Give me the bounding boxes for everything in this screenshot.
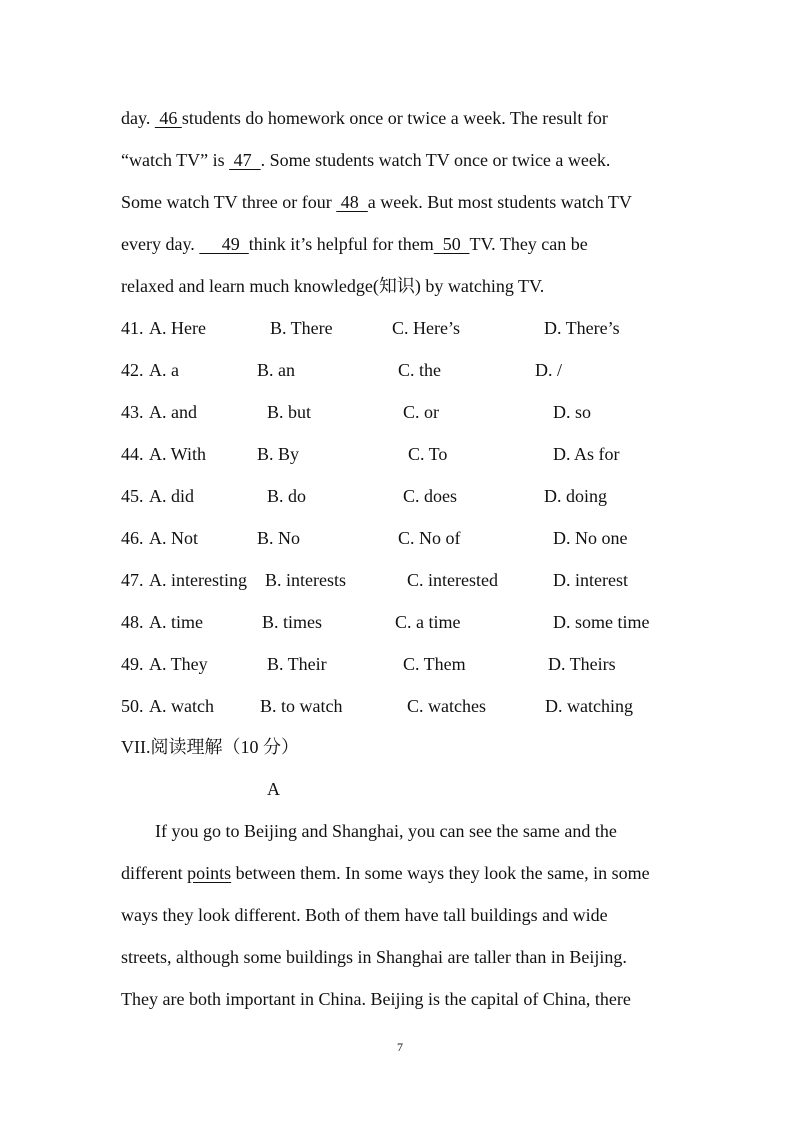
blank-47: 47 bbox=[229, 150, 261, 170]
passage-label: A bbox=[267, 779, 280, 799]
option-a: A. time bbox=[149, 612, 203, 632]
question-number: 41. bbox=[121, 318, 144, 338]
option-b: B. There bbox=[270, 318, 333, 338]
section-heading: VII.阅读理解（10 分） bbox=[121, 737, 299, 757]
question-number: 46. bbox=[121, 528, 144, 548]
text: “watch TV” is bbox=[121, 150, 230, 170]
question-row bbox=[121, 695, 721, 717]
option-b: B. but bbox=[267, 402, 312, 422]
option-b: B. No bbox=[257, 528, 301, 548]
option-b: B. interests bbox=[265, 570, 346, 590]
option-b: B. an bbox=[257, 360, 295, 380]
option-a: A. Not bbox=[149, 528, 198, 548]
option-a: A. watch bbox=[149, 696, 214, 716]
passage-line-1: If you go to Beijing and Shanghai, you can see the same and the bbox=[155, 821, 617, 841]
passage-line-2 bbox=[121, 862, 650, 884]
option-c: C. Them bbox=[403, 654, 466, 674]
text: different bbox=[121, 863, 188, 883]
option-b: B. do bbox=[267, 486, 307, 506]
question-row bbox=[121, 317, 721, 339]
option-b: B. By bbox=[257, 444, 300, 464]
option-d: D. There’s bbox=[544, 318, 620, 338]
option-a: A. and bbox=[149, 402, 197, 422]
option-a: A. With bbox=[149, 444, 206, 464]
text: TV. They can be bbox=[469, 234, 588, 254]
passage-line-3: ways they look different. Both of them have tall buildings and wide bbox=[121, 905, 608, 925]
option-a: A. interesting bbox=[149, 570, 247, 590]
option-d: D. doing bbox=[544, 486, 607, 506]
question-row bbox=[121, 401, 721, 423]
text: Some watch TV three or four bbox=[121, 192, 337, 212]
page-number: 7 bbox=[397, 1040, 403, 1054]
cloze-line-4 bbox=[121, 233, 588, 255]
question-number: 49. bbox=[121, 654, 144, 674]
option-d: D. interest bbox=[553, 570, 628, 590]
question-row bbox=[121, 569, 721, 591]
question-row bbox=[121, 653, 721, 675]
option-d: D. some time bbox=[553, 612, 650, 632]
option-a: A. did bbox=[149, 486, 194, 506]
option-d: D. watching bbox=[545, 696, 633, 716]
option-b: B. Their bbox=[267, 654, 327, 674]
option-d: D. so bbox=[553, 402, 592, 422]
passage-line-4: streets, although some buildings in Shanghai are taller than in Beijing. bbox=[121, 947, 627, 967]
option-c: C. interested bbox=[407, 570, 498, 590]
option-c: C. Here’s bbox=[392, 318, 460, 338]
blank-48: 48 bbox=[336, 192, 368, 212]
question-number: 50. bbox=[121, 696, 144, 716]
option-c: C. or bbox=[403, 402, 439, 422]
text: a week. But most students watch TV bbox=[367, 192, 632, 212]
question-number: 42. bbox=[121, 360, 144, 380]
option-c: C. No of bbox=[398, 528, 461, 548]
question-number: 45. bbox=[121, 486, 144, 506]
option-c: C. To bbox=[408, 444, 448, 464]
blank-50: 50 bbox=[433, 234, 470, 254]
cloze-line-3 bbox=[121, 191, 632, 213]
option-c: C. does bbox=[403, 486, 457, 506]
question-number: 43. bbox=[121, 402, 144, 422]
cloze-line-5: relaxed and learn much knowledge(知识) by watching TV. bbox=[121, 276, 545, 296]
underlined-word-points: points bbox=[187, 863, 232, 883]
question-row bbox=[121, 443, 721, 465]
option-d: D. / bbox=[535, 360, 562, 380]
cloze-line-2 bbox=[121, 149, 610, 171]
question-row bbox=[121, 359, 721, 381]
option-d: D. Theirs bbox=[548, 654, 616, 674]
option-a: A. a bbox=[149, 360, 179, 380]
option-d: D. As for bbox=[553, 444, 620, 464]
question-row bbox=[121, 485, 721, 507]
cloze-line-1 bbox=[121, 107, 608, 129]
text: students do homework once or twice a week. The result for bbox=[181, 108, 608, 128]
text: . Some students watch TV once or twice a week. bbox=[260, 150, 611, 170]
question-row bbox=[121, 611, 721, 633]
blank-49: 49 bbox=[199, 234, 249, 254]
option-c: C. watches bbox=[407, 696, 486, 716]
text: between them. In some ways they look the same, in some bbox=[231, 863, 650, 883]
option-c: C. the bbox=[398, 360, 441, 380]
option-c: C. a time bbox=[395, 612, 461, 632]
question-number: 48. bbox=[121, 612, 144, 632]
option-a: A. They bbox=[149, 654, 208, 674]
blank-46: 46 bbox=[154, 108, 182, 128]
text: think it’s helpful for them bbox=[248, 234, 434, 254]
question-row bbox=[121, 527, 721, 549]
text: every day. bbox=[121, 234, 200, 254]
option-b: B. to watch bbox=[260, 696, 343, 716]
passage-line-5: They are both important in China. Beijing is the capital of China, there bbox=[121, 989, 631, 1009]
question-number: 47. bbox=[121, 570, 144, 590]
option-a: A. Here bbox=[149, 318, 206, 338]
option-b: B. times bbox=[262, 612, 323, 632]
text: day. bbox=[121, 108, 155, 128]
option-d: D. No one bbox=[553, 528, 628, 548]
question-number: 44. bbox=[121, 444, 144, 464]
